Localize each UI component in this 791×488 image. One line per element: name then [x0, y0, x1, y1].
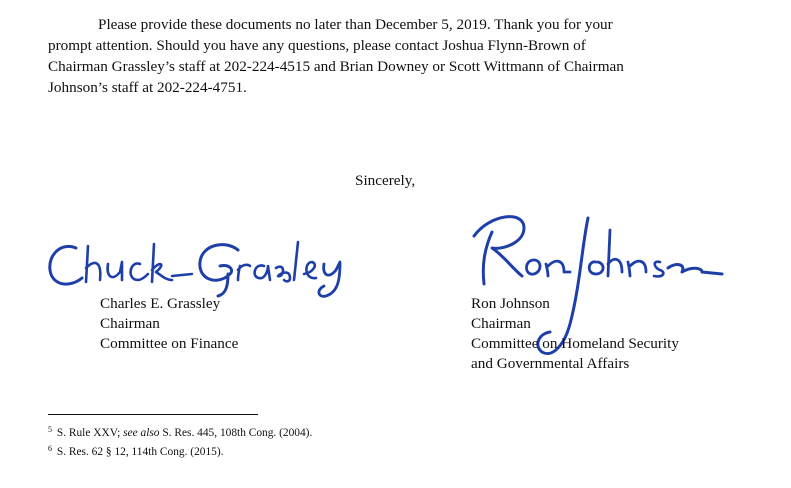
signatory-name: Charles E. Grassley: [100, 295, 221, 312]
grassley-signature: [42, 236, 352, 298]
footnote-number: 5: [48, 425, 52, 434]
footnote-signal: see also: [123, 427, 160, 439]
signatory-title: Chairman: [100, 315, 160, 332]
footnote-text: S. Res. 62 § 12, 114th Cong. (2015).: [56, 446, 224, 458]
footnote: [48, 422, 312, 441]
signatory-name: Ron Johnson: [471, 295, 550, 312]
paragraph-line: Johnson’s staff at 202-224-4751.: [48, 79, 247, 96]
paragraph-line: Please provide these documents no later than December 5, 2019. Thank you for your: [98, 16, 613, 33]
footnote-text: S. Rule XXV;: [56, 427, 124, 439]
footnote-number: 6: [48, 444, 52, 453]
signatory-committee: Committee on Finance: [100, 335, 239, 352]
footnotes: [48, 422, 312, 460]
footnote-text: S. Res. 445, 108th Cong. (2004).: [159, 427, 313, 439]
grassley-signature-block: [100, 294, 238, 354]
paragraph-line: prompt attention. Should you have any questions, please contact Joshua Flynn-Brown of: [48, 37, 586, 54]
footnote: [48, 441, 312, 460]
footnote-divider: [48, 414, 258, 415]
paragraph-line: Chairman Grassley’s staff at 202-224-4515 and Brian Downey or Scott Wittmann of Chairman: [48, 58, 624, 75]
closing-paragraph: [48, 14, 748, 98]
johnson-signature-block: [471, 294, 679, 374]
signatory-committee: Committee on Homeland Security: [471, 335, 679, 352]
signatory-committee: and Governmental Affairs: [471, 355, 630, 372]
complimentary-closing: Sincerely,: [355, 172, 416, 189]
signatory-title: Chairman: [471, 315, 531, 332]
